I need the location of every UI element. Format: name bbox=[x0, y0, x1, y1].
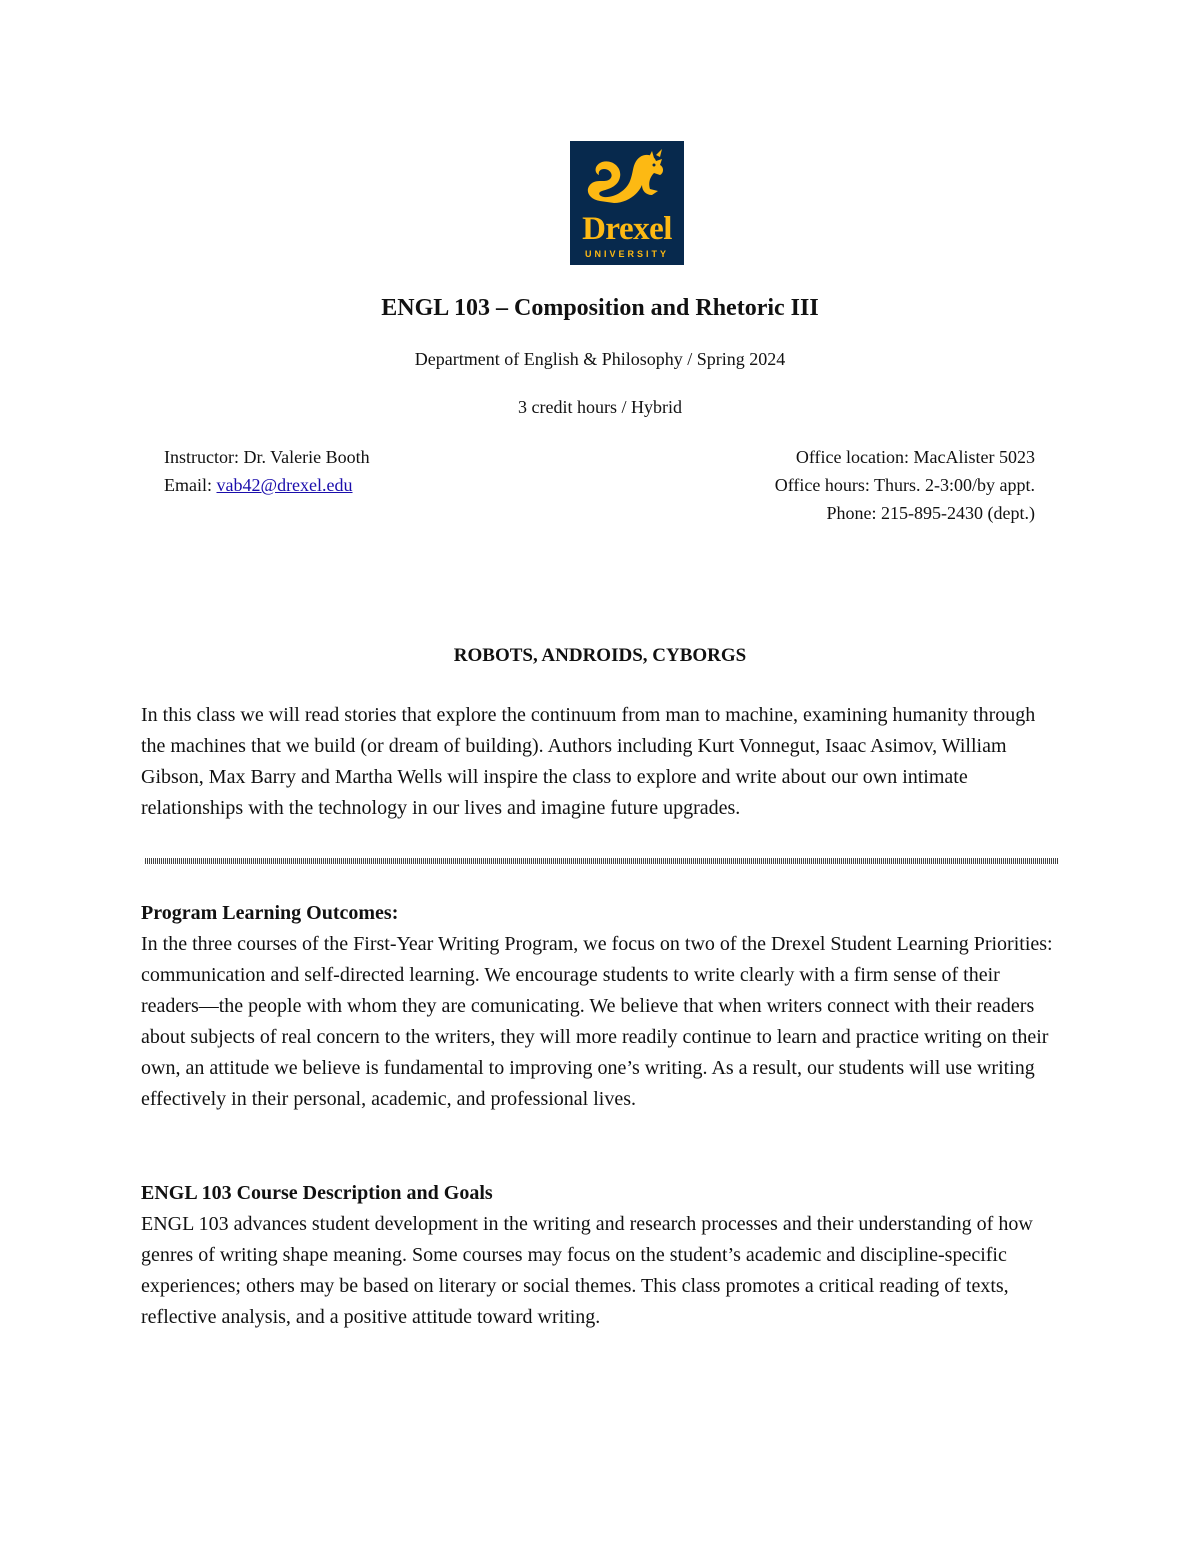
course-goals-section bbox=[141, 1178, 1061, 1333]
divider bbox=[145, 858, 1058, 864]
email-label: Email: bbox=[164, 475, 217, 495]
phone: Phone: 215-895-2430 (dept.) bbox=[826, 503, 1035, 523]
department-line: Department of English & Philosophy / Spring 2024 bbox=[414, 349, 786, 369]
course-theme: ROBOTS, ANDROIDS, CYBORGS bbox=[453, 645, 747, 666]
program-outcomes-section bbox=[141, 898, 1061, 1115]
email-line bbox=[164, 471, 370, 499]
program-outcomes-text: In the three courses of the First-Year Writing Program, we focus on two of the Drexel Student Learning Priorities: communication and self-directed learning. We encourage students to write clearly with a firm sense of their readers—the people with whom they are comunicating. We believe that when writers connect with their readers about subjects of real concern to the writers, they will more readily continue to learn and practice writing on their own, an attitude we believe is fundamental to improving one’s writing. As a result, our students will use writing effectively in their personal, academic, and professional lives. bbox=[141, 933, 1053, 1110]
course-goals-text: ENGL 103 advances student development in the writing and research processes and their understanding of how genres of writing shape meaning. Some courses may focus on the student’s academic and discipline-specific experiences; others may be based on literary or social themes. This class promotes a critical reading of texts, reflective analysis, and a positive attitude toward writing. bbox=[141, 1213, 1033, 1328]
course-goals-heading: ENGL 103 Course Description and Goals bbox=[141, 1182, 493, 1204]
email-link[interactable]: vab42@drexel.edu bbox=[216, 475, 353, 495]
dragon-icon bbox=[570, 141, 684, 221]
course-title: ENGL 103 – Composition and Rhetoric III bbox=[381, 295, 819, 321]
logo-wordmark: Drexel bbox=[582, 211, 672, 247]
drexel-logo bbox=[570, 141, 684, 265]
logo-subtitle: UNIVERSITY bbox=[584, 249, 669, 259]
credit-line: 3 credit hours / Hybrid bbox=[518, 397, 682, 417]
program-outcomes-heading: Program Learning Outcomes: bbox=[141, 902, 399, 924]
office-hours: Office hours: Thurs. 2-3:00/by appt. bbox=[774, 475, 1035, 495]
office-location: Office location: MacAlister 5023 bbox=[795, 447, 1035, 467]
office-info bbox=[775, 443, 1035, 527]
instructor-info bbox=[164, 443, 370, 499]
instructor-name: Instructor: Dr. Valerie Booth bbox=[164, 447, 370, 467]
intro-paragraph: In this class we will read stories that explore the continuum from man to machine, examining humanity through the machines that we build (or dream of building). Authors including Kurt Vonnegut, Isaac Asimov, William Gibson, Max Barry and Martha Wells will inspire the class to explore and write about our own intimate relationships with the technology in our lives and imagine future upgrades. bbox=[141, 704, 1036, 819]
